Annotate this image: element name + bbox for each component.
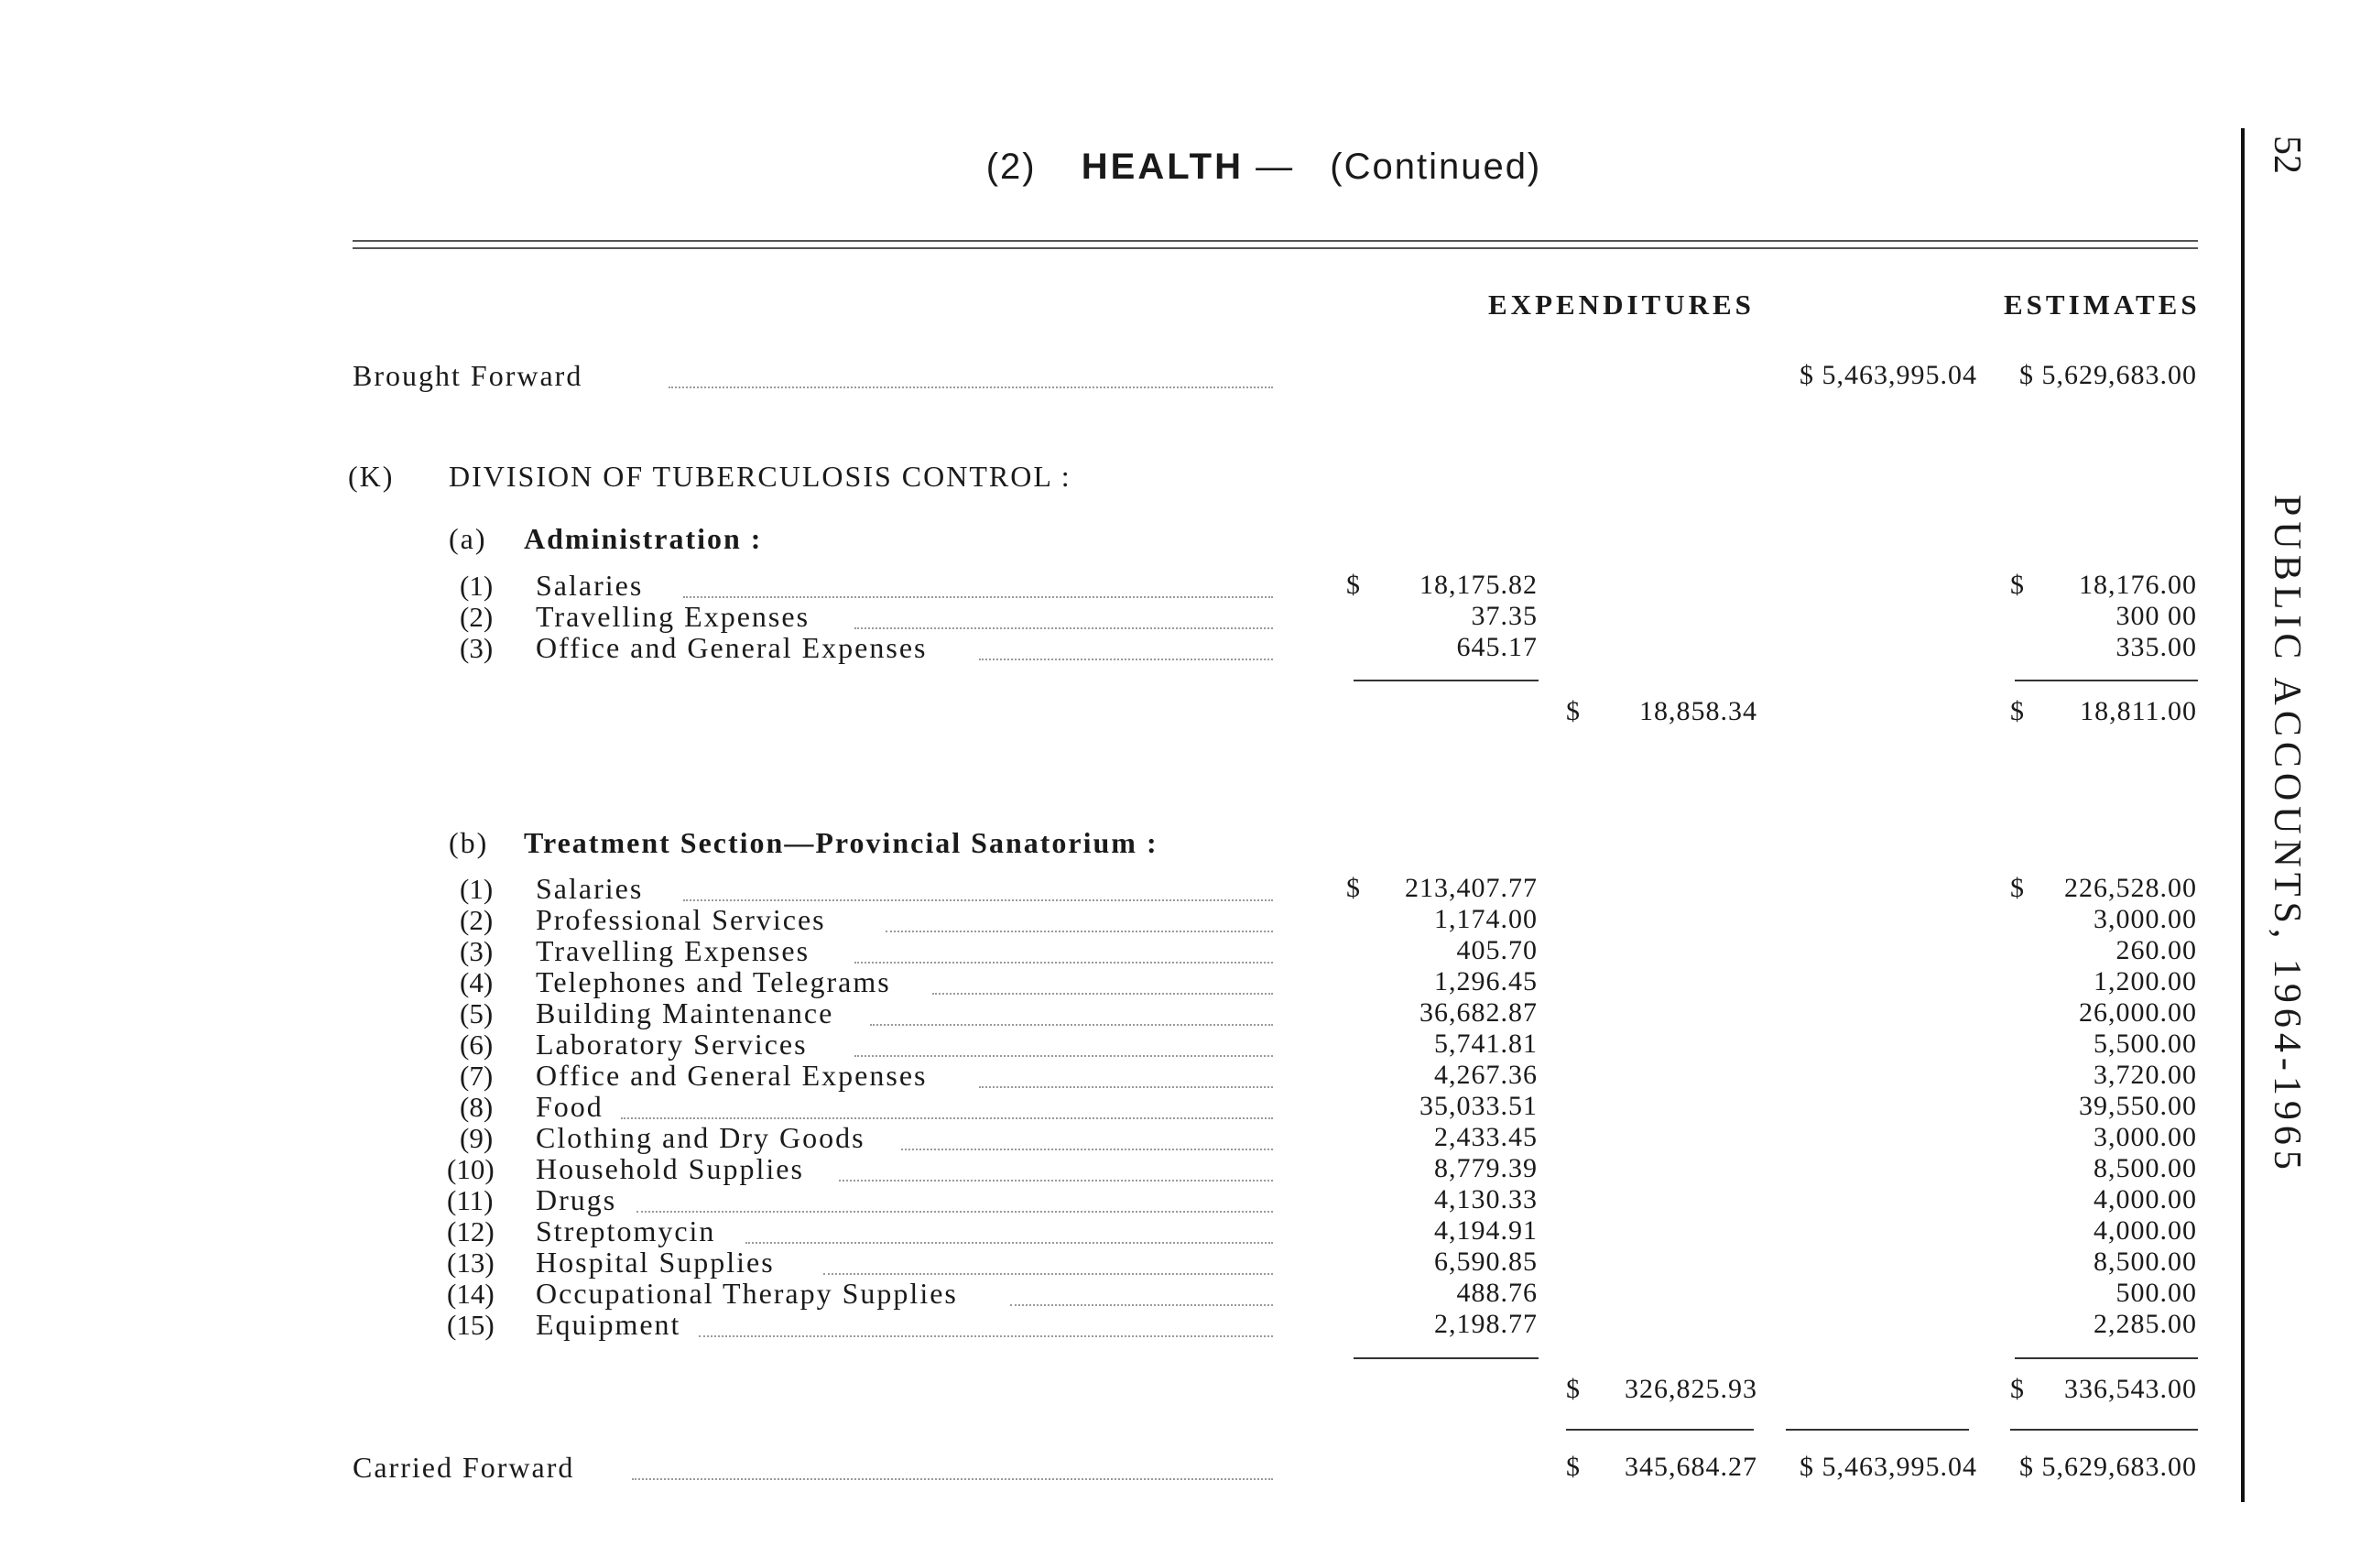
subtotal-expenditure: 326,825.93: [1625, 1374, 1757, 1404]
item-estimate: 500.00: [2115, 1278, 2197, 1308]
column-heading-estimates: ESTIMATES: [2004, 289, 2201, 321]
carried-forward-division-total: 345,684.27: [1625, 1452, 1757, 1482]
carried-forward-rule: [2010, 1429, 2198, 1431]
brought-forward-leader: [669, 387, 1273, 388]
item-leader: [636, 1211, 1273, 1213]
item-estimate: 18,176.00: [2079, 570, 2197, 600]
item-estimate: 3,000.00: [2094, 904, 2197, 934]
item-leader: [901, 1149, 1273, 1150]
carried-forward-leader: [632, 1478, 1273, 1480]
item-number: (2): [460, 904, 494, 936]
item-estimate: 2,285.00: [2094, 1309, 2197, 1339]
item-leader: [979, 1086, 1273, 1088]
item-label: Hospital Supplies: [536, 1246, 775, 1279]
division-letter: (K): [348, 460, 395, 493]
item-expenditure: 35,033.51: [1419, 1091, 1538, 1121]
item-number: (2): [460, 601, 494, 633]
item-number: (9): [460, 1122, 494, 1154]
item-label: Travelling Expenses: [536, 600, 810, 633]
item-leader: [745, 1242, 1273, 1244]
item-expenditure: 8,779.39: [1434, 1153, 1538, 1183]
item-estimate-dollar: $: [2010, 873, 2024, 903]
item-label: Laboratory Services: [536, 1028, 808, 1061]
item-number: (11): [447, 1184, 494, 1216]
item-estimate: 3,000.00: [2094, 1122, 2197, 1152]
column-heading-expenditures: EXPENDITURES: [1488, 289, 1755, 321]
item-label: Office and General Expenses: [536, 631, 928, 664]
section-a-title: Administration :: [524, 522, 763, 555]
item-label: Drugs: [536, 1183, 617, 1216]
item-estimate: 4,000.00: [2094, 1184, 2197, 1214]
item-estimate: 8,500.00: [2094, 1247, 2197, 1277]
item-leader: [932, 993, 1273, 995]
division-title: DIVISION OF TUBERCULOSIS CONTROL :: [449, 460, 1071, 493]
carried-forward-division-dollar: $: [1566, 1452, 1580, 1482]
item-number: (5): [460, 997, 494, 1029]
brought-forward-label: Brought Forward: [353, 359, 583, 392]
carried-forward-expenditure: $ 5,463,995.04: [1800, 1452, 1977, 1482]
page-number: 52: [2266, 136, 2308, 174]
page-heading: [916, 147, 1612, 188]
item-leader: [854, 627, 1273, 629]
heading-rule: [353, 240, 2198, 249]
brought-forward-expenditure: $ 5,463,995.04: [1800, 360, 1977, 390]
item-number: (4): [460, 966, 494, 998]
item-expenditure: 1,174.00: [1434, 904, 1538, 934]
item-expenditure: 36,682.87: [1419, 997, 1538, 1028]
item-number: (1): [460, 570, 494, 602]
item-expenditure: 213,407.77: [1405, 873, 1538, 903]
item-label: Travelling Expenses: [536, 934, 810, 967]
item-estimate: 4,000.00: [2094, 1215, 2197, 1246]
margin-rule: [2241, 128, 2245, 1502]
item-expenditure: 4,130.33: [1434, 1184, 1538, 1214]
item-leader: [839, 1180, 1273, 1181]
item-leader: [683, 899, 1273, 901]
item-leader: [886, 931, 1273, 932]
item-label: Building Maintenance: [536, 996, 834, 1029]
item-estimate: 335.00: [2115, 632, 2197, 662]
item-expenditure: 2,433.45: [1434, 1122, 1538, 1152]
item-estimate-dollar: $: [2010, 570, 2024, 600]
item-estimate: 3,720.00: [2094, 1060, 2197, 1090]
item-label: Salaries: [536, 569, 644, 602]
item-number: (13): [447, 1247, 495, 1279]
subtotal-expenditure-dollar: $: [1566, 1374, 1580, 1404]
subtotal-estimate: 18,811.00: [2080, 696, 2197, 726]
carried-forward-rule: [1786, 1429, 1969, 1431]
subtotal-estimate-dollar: $: [2010, 1374, 2024, 1404]
item-label: Professional Services: [536, 903, 826, 936]
item-expenditure: 5,741.81: [1434, 1029, 1538, 1059]
subtotal-estimate: 336,543.00: [2064, 1374, 2197, 1404]
item-label: Office and General Expenses: [536, 1059, 928, 1092]
item-leader: [683, 596, 1273, 598]
item-expenditure: 2,198.77: [1434, 1309, 1538, 1339]
item-expenditure: 37.35: [1471, 601, 1538, 631]
item-label: Household Supplies: [536, 1152, 804, 1185]
heading-title: HEALTH: [1081, 147, 1244, 187]
item-estimate: 300 00: [2115, 601, 2197, 631]
item-label: Occupational Therapy Supplies: [536, 1277, 958, 1310]
carried-forward-estimate: $ 5,629,683.00: [2019, 1452, 2197, 1482]
item-estimate: 39,550.00: [2079, 1091, 2197, 1121]
item-leader: [1010, 1304, 1273, 1306]
expenditure-subtotal-rule: [1354, 1357, 1539, 1359]
item-expenditure: 4,267.36: [1434, 1060, 1538, 1090]
item-leader: [854, 1055, 1273, 1057]
item-label: Equipment: [536, 1308, 681, 1341]
section-b-letter: (b): [449, 826, 489, 859]
item-label: Telephones and Telegrams: [536, 965, 891, 998]
heading-continued: (Continued): [1330, 147, 1542, 187]
brought-forward-estimate: $ 5,629,683.00: [2019, 360, 2197, 390]
item-expenditure: 645.17: [1456, 632, 1538, 662]
estimate-subtotal-rule: [2015, 1357, 2198, 1359]
item-leader: [699, 1335, 1273, 1337]
item-label: Salaries: [536, 872, 644, 905]
heading-dash: —: [1256, 147, 1295, 187]
item-expenditure-dollar: $: [1346, 873, 1360, 903]
item-expenditure-dollar: $: [1346, 570, 1360, 600]
item-leader: [870, 1024, 1273, 1026]
item-number: (8): [460, 1091, 494, 1123]
item-expenditure: 18,175.82: [1419, 570, 1538, 600]
item-number: (14): [447, 1278, 495, 1310]
item-expenditure: 6,590.85: [1434, 1247, 1538, 1277]
item-expenditure: 1,296.45: [1434, 966, 1538, 996]
item-estimate: 8,500.00: [2094, 1153, 2197, 1183]
expenditure-subtotal-rule: [1354, 680, 1539, 681]
carried-forward-rule: [1566, 1429, 1754, 1431]
item-estimate: 226,528.00: [2064, 873, 2197, 903]
section-b-title: Treatment Section—Provincial Sanatorium :: [524, 826, 1158, 859]
item-leader: [854, 962, 1273, 964]
section-a-letter: (a): [449, 522, 487, 555]
running-title: PUBLIC ACCOUNTS, 1964-1965: [2266, 495, 2308, 1175]
item-label: Streptomycin: [536, 1214, 716, 1247]
item-leader: [979, 659, 1273, 660]
subtotal-expenditure: 18,858.34: [1639, 696, 1757, 726]
item-estimate: 260.00: [2115, 935, 2197, 965]
item-estimate: 26,000.00: [2079, 997, 2197, 1028]
item-expenditure: 488.76: [1456, 1278, 1538, 1308]
subtotal-expenditure-dollar: $: [1566, 696, 1580, 726]
item-number: (10): [447, 1153, 495, 1185]
subtotal-estimate-dollar: $: [2010, 696, 2024, 726]
item-leader: [823, 1273, 1273, 1275]
estimate-subtotal-rule: [2015, 680, 2198, 681]
item-number: (6): [460, 1029, 494, 1061]
item-leader: [621, 1117, 1273, 1119]
item-number: (3): [460, 632, 494, 664]
item-estimate: 5,500.00: [2094, 1029, 2197, 1059]
item-number: (1): [460, 873, 494, 905]
item-number: (3): [460, 935, 494, 967]
item-number: (15): [447, 1309, 495, 1341]
item-label: Clothing and Dry Goods: [536, 1121, 865, 1154]
carried-forward-label: Carried Forward: [353, 1451, 575, 1484]
item-label: Food: [536, 1090, 604, 1123]
item-estimate: 1,200.00: [2094, 966, 2197, 996]
item-number: (7): [460, 1060, 494, 1092]
heading-number: (2): [985, 147, 1037, 187]
item-expenditure: 405.70: [1456, 935, 1538, 965]
item-number: (12): [447, 1215, 495, 1247]
item-expenditure: 4,194.91: [1434, 1215, 1538, 1246]
